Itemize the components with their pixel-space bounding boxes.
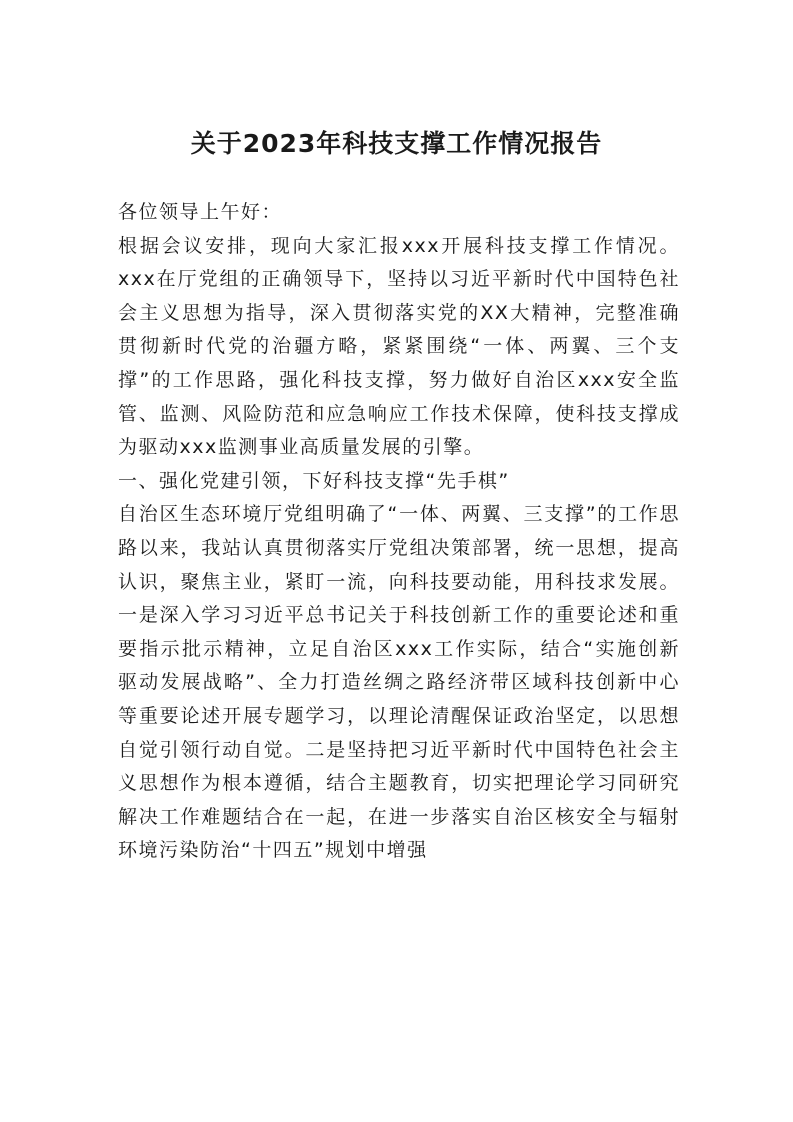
document-title: 关于2023年科技支撑工作情况报告 [190, 129, 603, 158]
section-heading-1: 一、强化党建引领，下好科技支撑“先手棋” [118, 469, 510, 492]
intro-paragraph: 根据会议安排，现向大家汇报xxx开展科技支撑工作情况。xxx在厅党组的正确领导下，坚持以习近平新时代中国特色社会主义思想为指导，深入贯彻落实党的XX大精神，完整准确贯彻新时代党的治疆方略，紧紧围绕“一体、两翼、三个支撑”的工作思路，强化科技支撑，努力做好自治区xxx安全监管、监测、风险防范和应急响应工作技术保障，使科技支撑成为驱动xxx监测事业高质量发展的引擎。 [118, 234, 680, 459]
document-body [118, 196, 680, 868]
section-1-paragraph: 自治区生态环境厅党组明确了“一体、两翼、三支撑”的工作思路以来，我站认真贯彻落实厅党组决策部署，统一思想，提高认识，聚焦主业，紧盯一流，向科技要动能，用科技求发展。一是深入学习习近平总书记关于科技创新工作的重要论述和重要指示批示精神，立足自治区xxx工作实际，结合“实施创新驱动发展战略”、全力打造丝绸之路经济带区域科技创新中心等重要论述开展专题学习，以理论清醒保证政治坚定，以思想自觉引领行动自觉。二是坚持把习近平新时代中国特色社会主义思想作为根本遵循，结合主题教育，切实把理论学习同研究解决工作难题结合在一起，在进一步落实自治区核安全与辐射环境污染防治“十四五”规划中增强 [118, 503, 680, 862]
greeting: 各位领导上午好： [118, 201, 283, 223]
